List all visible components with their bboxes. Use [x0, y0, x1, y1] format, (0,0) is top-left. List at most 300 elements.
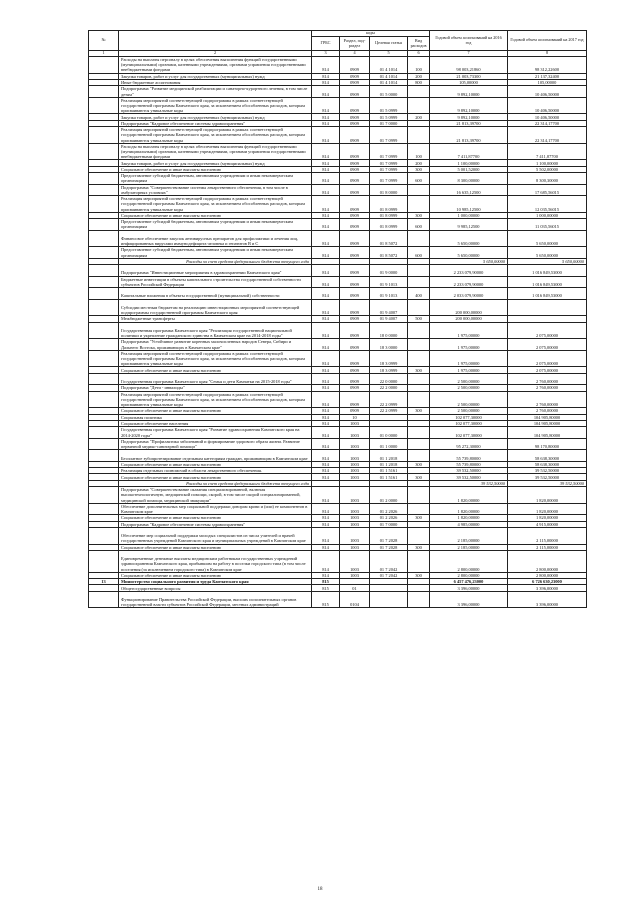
expense-type-cell: 500 — [408, 316, 430, 322]
amount-2016-cell: 102 077,30000 — [430, 427, 508, 439]
grbs-cell: 814 — [312, 339, 340, 351]
target-article-cell: 22 2 0999 — [370, 408, 408, 414]
amount-2017-cell: 11 035,56015 — [508, 219, 587, 231]
razdel-cell: 0909 — [340, 391, 370, 408]
grbs-cell: 814 — [312, 73, 340, 79]
grbs-cell: 814 — [312, 391, 340, 408]
amount-2016-cell: 16 635,12500 — [430, 184, 508, 196]
amount-2017-cell: 104 905,80000 — [508, 414, 587, 420]
target-article-cell: 01 1 2018 — [370, 461, 408, 467]
amount-2016-cell: 55 739,80000 — [430, 461, 508, 467]
grbs-cell: 814 — [312, 120, 340, 126]
expense-type-cell: 300 — [408, 544, 430, 550]
table-row — [89, 322, 587, 339]
grbs-cell: 814 — [312, 438, 340, 450]
row-number-cell — [89, 487, 119, 504]
razdel-cell: 1003 — [340, 438, 370, 450]
target-article-cell: 01 7 0999 — [370, 143, 408, 160]
target-article-cell: 01 0 0000 — [370, 427, 408, 439]
table-row — [89, 350, 587, 367]
target-article-cell: 01 7 0000 — [370, 120, 408, 126]
target-article-cell: 01 9 0000 — [370, 265, 408, 277]
budget-table — [88, 30, 587, 608]
razdel-cell: 01 — [340, 585, 370, 591]
razdel-cell: 0909 — [340, 173, 370, 185]
amount-2017-cell: 2 760,00000 — [508, 385, 587, 391]
razdel-cell: 0909 — [340, 230, 370, 247]
row-name-cell: Обеспечение дополнительных мер социальной поддержки донорам крови и (или) ее компонентов в Камчатском крае — [119, 503, 312, 515]
row-name-cell: Подпрограмма "Совершенствование оказания специализированной, включая высокотехнологичную, медицинской помощи, скорой, в том числе скорой специализированной, медицинской помощи, медицинской эвакуации" — [119, 487, 312, 504]
row-number-cell — [89, 299, 119, 316]
amount-2017-cell: 1 820,00000 — [508, 487, 587, 504]
target-article-cell: 01 5 0000 — [370, 86, 408, 98]
expense-type-cell: 200 — [408, 73, 430, 79]
expense-type-cell — [408, 438, 430, 450]
razdel-cell: 10 — [340, 414, 370, 420]
target-article-cell: 01 4 1014 — [370, 57, 408, 74]
expense-type-cell — [408, 487, 430, 504]
row-name-cell: Министерство социального развития и труда Камчатского края — [119, 579, 312, 585]
razdel-cell: 1003 — [340, 461, 370, 467]
razdel-cell: 0909 — [340, 276, 370, 288]
amount-2016-cell: 9 892,10000 — [430, 114, 508, 120]
amount-2016-cell: 2 500,00000 — [430, 408, 508, 414]
table-header — [89, 31, 587, 57]
table-row — [89, 487, 587, 504]
target-article-cell: 18 3 0999 — [370, 367, 408, 373]
amount-2016-cell: 4 985,00000 — [430, 521, 508, 527]
amount-2016-cell: 3 396,00000 — [430, 591, 508, 608]
amount-2016-cell: 5 001,52000 — [430, 166, 508, 172]
amount-2017-cell: 2 760,00000 — [508, 408, 587, 414]
grbs-cell: 814 — [312, 515, 340, 521]
table-row — [89, 196, 587, 213]
index-cell: 3 — [312, 51, 340, 57]
amount-2016-cell: 1 975,00000 — [430, 350, 508, 367]
target-article-cell: 01 5 0999 — [370, 97, 408, 114]
target-article-cell: 01 7 2028 — [370, 544, 408, 550]
amount-2017-cell: 5 650,00000 — [508, 258, 587, 264]
target-article-cell: 01 1 0000 — [370, 438, 408, 450]
row-name-cell: Обеспечение мер социальной поддержки молодых специалистов из числа учителей и врачей государственных учреждений Камчатского края и муниципальных учреждений в Камчатском крае — [119, 527, 312, 544]
row-name-cell: Социальное обеспечение и иные выплаты населению — [119, 544, 312, 550]
amount-2016-cell: 102 077,30000 — [430, 420, 508, 426]
target-article-cell: 01 1 5161 — [370, 468, 408, 474]
row-number-cell — [89, 503, 119, 515]
razdel-cell: 1003 — [340, 487, 370, 504]
amount-2017-cell: 2 115,00000 — [508, 544, 587, 550]
row-name-cell: Реализация отдельных полномочий в области лекарственного обеспечения. — [119, 468, 312, 474]
amount-2016-cell: 2 233 079,90000 — [430, 265, 508, 277]
target-article-cell: 01 7 0999 — [370, 160, 408, 166]
grbs-cell: 814 — [312, 86, 340, 98]
amount-2016-cell: 1 975,00000 — [430, 339, 508, 351]
amount-2016-cell: 39 532,50000 — [430, 474, 508, 480]
razdel-cell: 1003 — [340, 527, 370, 544]
amount-2017-cell: 2 760,00000 — [508, 391, 587, 408]
grbs-cell: 814 — [312, 367, 340, 373]
expense-type-cell: 100 — [408, 143, 430, 160]
table-row — [89, 265, 587, 277]
grbs-cell: 815 — [312, 579, 340, 585]
row-number-cell — [89, 391, 119, 408]
row-number-cell — [89, 219, 119, 231]
grbs-cell: 814 — [312, 184, 340, 196]
grbs-cell: 814 — [312, 420, 340, 426]
amount-2016-cell: 2 500,00000 — [430, 373, 508, 385]
target-article-cell: 01 1 5161 — [370, 474, 408, 480]
grbs-cell: 814 — [312, 160, 340, 166]
amount-2016-cell: 1 820,00000 — [430, 515, 508, 521]
expense-type-cell: 600 — [408, 247, 430, 259]
razdel-cell: 0909 — [340, 247, 370, 259]
table-row — [89, 184, 587, 196]
table-row — [89, 450, 587, 462]
grbs-cell: 814 — [312, 57, 340, 74]
row-name-cell: Социальная политика — [119, 414, 312, 420]
grbs-cell: 814 — [312, 114, 340, 120]
razdel-cell: 0909 — [340, 322, 370, 339]
grbs-cell: 814 — [312, 212, 340, 218]
amount-2017-cell: 58 638,30000 — [508, 450, 587, 462]
amount-2017-cell: 5 502,00000 — [508, 166, 587, 172]
amount-2017-cell: 8 300,30000 — [508, 173, 587, 185]
amount-2017-cell: 1 016 849,53000 — [508, 265, 587, 277]
expense-type-cell — [408, 184, 430, 196]
row-number-cell — [89, 550, 119, 572]
grbs-cell: 814 — [312, 299, 340, 316]
amount-2017-cell: 1 820,00000 — [508, 515, 587, 521]
row-name-cell: Социальное обеспечение и иные выплаты населению — [119, 515, 312, 521]
amount-2016-cell: 1 975,00000 — [430, 367, 508, 373]
grbs-cell: 814 — [312, 550, 340, 572]
razdel-cell: 1003 — [340, 503, 370, 515]
row-name-cell: Расходы на выплаты персоналу в целях обеспечения выполнения функций государственными (муниципальными) органами, казенными учреждениями, органами управления государственными внебюджетными фондами — [119, 57, 312, 74]
amount-2016-cell: 2 233 079,90000 — [430, 276, 508, 288]
row-name-cell: Государственная программа Камчатского края "Семья и дети Камчатки на 2015-2018 годы" — [119, 373, 312, 385]
row-number-cell — [89, 591, 119, 608]
amount-2016-cell: 105,00000 — [430, 79, 508, 85]
amount-2017-cell: 2 800,00000 — [508, 550, 587, 572]
table-row — [89, 230, 587, 247]
col-name-header — [119, 31, 312, 51]
target-article-cell — [370, 591, 408, 608]
row-number-cell — [89, 173, 119, 185]
amount-2017-cell: 10 406,50000 — [508, 86, 587, 98]
table-row — [89, 438, 587, 450]
row-name-cell: Социальное обеспечение населения — [119, 420, 312, 426]
amount-2016-cell: 39 532,50000 — [430, 480, 508, 486]
grbs-cell: 814 — [312, 521, 340, 527]
amount-2017-cell: 1 000,00000 — [508, 212, 587, 218]
row-name-cell: Расходы за счет средств федерального бюджета текущего года — [119, 258, 312, 264]
index-cell: 8 — [508, 51, 587, 57]
grbs-cell: 814 — [312, 503, 340, 515]
expense-type-cell: 300 — [408, 515, 430, 521]
razdel-cell: 0909 — [340, 350, 370, 367]
amount-2017-cell: 2 075,00000 — [508, 367, 587, 373]
razdel-cell: 1003 — [340, 521, 370, 527]
table-row — [89, 591, 587, 608]
grbs-cell: 814 — [312, 143, 340, 160]
target-article-cell: 01 2 2026 — [370, 515, 408, 521]
amount-2016-cell: 3 396,00000 — [430, 585, 508, 591]
expense-type-cell: 100 — [408, 57, 430, 74]
expense-type-cell — [408, 550, 430, 572]
index-cell: 2 — [119, 51, 312, 57]
razdel-cell: 0909 — [340, 57, 370, 74]
table-row — [89, 427, 587, 439]
table-row — [89, 391, 587, 408]
row-name-cell: Капитальные вложения в объекты государственной (муниципальной) собственности — [119, 288, 312, 300]
expense-type-cell — [408, 350, 430, 367]
razdel-cell: 0909 — [340, 316, 370, 322]
expense-type-cell — [408, 230, 430, 247]
expense-type-cell — [408, 299, 430, 316]
amount-2017-cell: 12 035,56015 — [508, 196, 587, 213]
expense-type-cell: 200 — [408, 114, 430, 120]
grbs-cell: 814 — [312, 196, 340, 213]
amount-2017-cell: 22 314,17700 — [508, 127, 587, 144]
page-number: 18 — [317, 887, 323, 892]
amount-2016-cell: 98 003,21860 — [430, 57, 508, 74]
row-number-cell — [89, 527, 119, 544]
table-row — [89, 550, 587, 572]
amount-2017-cell: 1 100,00000 — [508, 160, 587, 166]
razdel-cell: 0909 — [340, 97, 370, 114]
expense-type-cell: 600 — [408, 173, 430, 185]
row-number-cell — [89, 350, 119, 367]
table-row — [89, 299, 587, 316]
amount-2017-cell: 10 406,50000 — [508, 97, 587, 114]
table-row — [89, 127, 587, 144]
target-article-cell: 01 7 2028 — [370, 527, 408, 544]
row-number-cell — [89, 97, 119, 114]
amount-2016-cell: 1 820,00000 — [430, 487, 508, 504]
grbs-cell: 814 — [312, 544, 340, 550]
row-number-cell: 13 — [89, 579, 119, 585]
grbs-cell: 814 — [312, 166, 340, 172]
index-cell: 7 — [430, 51, 508, 57]
budget-table-sheet — [88, 30, 586, 608]
amount-2016-cell: 2 185,00000 — [430, 544, 508, 550]
target-article-cell: 22 2 0999 — [370, 391, 408, 408]
grbs-cell: 814 — [312, 276, 340, 288]
expense-type-cell: 400 — [408, 288, 430, 300]
amount-2017-cell: 104 905,80000 — [508, 427, 587, 439]
grbs-cell: 814 — [312, 219, 340, 231]
row-name-cell: Закупка товаров, работ и услуг для государственных (муниципальных) нужд — [119, 114, 312, 120]
row-name-cell: Единовременные денежные выплаты медицинским работникам государственных учреждений здравоохранения Камчатского края, прибывшим на работу в поселки городского типа (в том числе поселения (за исключением городского типа) в Камчатском крае — [119, 550, 312, 572]
amount-2017-cell: 2 760,00000 — [508, 373, 587, 385]
razdel-cell: 1003 — [340, 550, 370, 572]
expense-type-cell — [408, 339, 430, 351]
target-article-cell: 01 8 0999 — [370, 196, 408, 213]
grbs-cell: 814 — [312, 316, 340, 322]
table-row — [89, 57, 587, 74]
row-name-cell: Социальное обеспечение и иные выплаты населению — [119, 572, 312, 578]
row-number-cell — [89, 86, 119, 98]
target-article-cell: 01 1 2018 — [370, 450, 408, 462]
amount-2017-cell: 2 075,00000 — [508, 350, 587, 367]
amount-2016-cell: 7 411,87700 — [430, 143, 508, 160]
table-row — [89, 86, 587, 98]
razdel-cell: 0909 — [340, 120, 370, 126]
expense-type-cell — [408, 503, 430, 515]
row-name-cell: Реализация мероприятий соответствующей подпрограммы в рамках соответствующей государственной программы Камчатского края, за исключением обособленных расходов, которым присваиваются уникальные коды — [119, 127, 312, 144]
target-article-cell: 01 5 0999 — [370, 114, 408, 120]
expense-type-cell: 300 — [408, 572, 430, 578]
target-article-cell: 01 8 0000 — [370, 184, 408, 196]
amount-2016-cell: 39 532,50000 — [430, 468, 508, 474]
row-number-cell — [89, 196, 119, 213]
amount-2016-cell: 5 650,00000 — [430, 258, 508, 264]
expense-type-cell: 600 — [408, 219, 430, 231]
amount-2017-cell: 2 075,00000 — [508, 339, 587, 351]
grbs-cell: 814 — [312, 414, 340, 420]
codes-group-header: коды — [312, 31, 430, 37]
amount-2016-cell: 2 500,00000 — [430, 385, 508, 391]
row-number-cell — [89, 427, 119, 439]
grbs-cell: 814 — [312, 461, 340, 467]
row-name-cell: Расходы на выплаты персоналу в целях обеспечения выполнения функций государственными (муниципальными) органами, казенными учреждениями, органами управления государственными внебюджетными фондами — [119, 143, 312, 160]
index-cell: 1 — [89, 51, 119, 57]
amount-2017-cell: 1 820,00000 — [508, 503, 587, 515]
razdel-cell: 0909 — [340, 385, 370, 391]
razdel-cell: 0909 — [340, 79, 370, 85]
table-row — [89, 143, 587, 160]
amount-2017-cell: 21 137,32400 — [508, 73, 587, 79]
row-name-cell: Подпрограмма "Кадровое обеспечение системы здравоохранения" — [119, 521, 312, 527]
razdel-cell: 0909 — [340, 265, 370, 277]
table-row — [89, 97, 587, 114]
target-article-cell: 22 2 0000 — [370, 385, 408, 391]
expense-type-cell — [408, 97, 430, 114]
amount-2016-cell: 200 000,00000 — [430, 316, 508, 322]
expense-type-cell: 800 — [408, 79, 430, 85]
razdel-cell: 0909 — [340, 219, 370, 231]
amount-2017-cell: 39 532,50000 — [508, 468, 587, 474]
row-name-cell: Предоставление субсидий бюджетным, автономным учреждениям и иным некоммерческим организациям — [119, 219, 312, 231]
target-article-cell: 18 3 0999 — [370, 350, 408, 367]
amount-2017-cell — [508, 299, 587, 316]
row-name-cell: Общегосударственные вопросы — [119, 585, 312, 591]
table-row — [89, 247, 587, 259]
razdel-cell: 1003 — [340, 544, 370, 550]
row-name-cell: Подпрограмма "Развитие медицинской реабилитации и санаторно-курортного лечения, в том числе детям" — [119, 86, 312, 98]
razdel-cell: 1003 — [340, 427, 370, 439]
target-article-cell: 01 7 0000 — [370, 521, 408, 527]
amount-2017-cell: 10 406,50000 — [508, 114, 587, 120]
table-body — [89, 57, 587, 608]
row-name-cell: Подпрограмма "Профилактика заболеваний и формирование здорового образа жизни. Развитие первичной медико-санитарной помощи" — [119, 438, 312, 450]
row-number-cell — [89, 265, 119, 277]
grbs-cell: 815 — [312, 591, 340, 608]
expense-type-cell — [408, 86, 430, 98]
amount-2016-cell: 21 003,73300 — [430, 73, 508, 79]
row-name-cell: Социальное обеспечение и иные выплаты населению — [119, 367, 312, 373]
row-name-cell: Социальное обеспечение и иные выплаты населению — [119, 212, 312, 218]
row-name-cell: Межбюджетные трансферты — [119, 316, 312, 322]
row-name-cell: Функционирование Правительства Российской Федерации, высших исполнительных органов государственной власти субъектов Российской Федерации, местных администраций — [119, 591, 312, 608]
expense-type-cell: 300 — [408, 367, 430, 373]
amount-2016-cell: 102 077,30000 — [430, 414, 508, 420]
amount-2017-cell: 98 312,22600 — [508, 57, 587, 74]
row-number-cell — [89, 247, 119, 259]
amount-2016-cell: 10 985,12500 — [430, 196, 508, 213]
expense-type-cell — [408, 427, 430, 439]
razdel-cell: 0909 — [340, 196, 370, 213]
grbs-cell: 814 — [312, 350, 340, 367]
razdel-cell: 0909 — [340, 127, 370, 144]
expense-type-cell — [408, 127, 430, 144]
amount-2016-cell: 9 892,10000 — [430, 97, 508, 114]
grbs-cell: 814 — [312, 230, 340, 247]
table-row — [89, 373, 587, 385]
amount-2017-cell: 6 726 630,23000 — [508, 579, 587, 585]
table-row — [89, 339, 587, 351]
amount-2017-cell: 3 396,00000 — [508, 585, 587, 591]
row-name-cell: Подпрограмма "Устойчивое развитие коренных малочисленных народов Севера, Сибири и Дальнего Востока, проживающих в Камчатском крае" — [119, 339, 312, 351]
razdel-cell: 0909 — [340, 143, 370, 160]
amount-2016-cell: 9 985,12500 — [430, 219, 508, 231]
index-cell: 6 — [408, 51, 430, 57]
amount-2017-cell: 2 115,00000 — [508, 527, 587, 544]
col-num-header: № — [89, 31, 119, 51]
table-row — [89, 288, 587, 300]
razdel-cell: 0909 — [340, 73, 370, 79]
expense-type-cell: 300 — [408, 474, 430, 480]
razdel-cell: 1003 — [340, 572, 370, 578]
grbs-cell: 814 — [312, 373, 340, 385]
razdel-cell: 0909 — [340, 288, 370, 300]
row-name-cell: Иные бюджетные ассигнования — [119, 79, 312, 85]
row-number-cell — [89, 322, 119, 339]
table-row — [89, 219, 587, 231]
row-name-cell: Субсидии местным бюджетам на реализацию инвестиционных мероприятий соответствующей подпрограммы государственной программы Камчатского края — [119, 299, 312, 316]
row-name-cell: Предоставление субсидий бюджетным, автономным учреждениям и иным некоммерческим организациям — [119, 247, 312, 259]
target-article-cell: 01 8 5072 — [370, 230, 408, 247]
target-article-cell: 01 7 0999 — [370, 166, 408, 172]
razdel-cell: 0909 — [340, 339, 370, 351]
amount-2016-cell: 55 739,80000 — [430, 450, 508, 462]
amount-2017-cell: 2 800,00000 — [508, 572, 587, 578]
amount-2017-cell: 17 685,56015 — [508, 184, 587, 196]
amount-2017-cell: 5 650,00000 — [508, 230, 587, 247]
table-row — [89, 276, 587, 288]
row-number-cell — [89, 57, 119, 74]
amount-2016-cell: 2 500,00000 — [430, 391, 508, 408]
row-name-cell: Реализация мероприятий соответствующей подпрограммы в рамках соответствующей государственной программы Камчатского края, за исключением обособленных расходов, которым присваиваются уникальные коды — [119, 196, 312, 213]
amount-2016-cell: 1 975,00000 — [430, 322, 508, 339]
expense-type-cell — [408, 373, 430, 385]
razdel-cell: 0909 — [340, 367, 370, 373]
grbs-cell: 814 — [312, 427, 340, 439]
amount-2017-cell: 39 532,50000 — [508, 480, 587, 486]
target-article-cell: 01 2 2026 — [370, 503, 408, 515]
grbs-cell: 814 — [312, 385, 340, 391]
row-name-cell: Расходы за счет средств федерального бюджета текущего года — [119, 480, 312, 486]
amount-2016-cell: 1 820,00000 — [430, 503, 508, 515]
row-name-cell: Закупка товаров, работ и услуг для государственных (муниципальных) нужд — [119, 160, 312, 166]
amount-2016-cell: 2 033 079,90000 — [430, 288, 508, 300]
row-name-cell: Подпрограмма "Кадровое обеспечение системы здравоохранения" — [119, 120, 312, 126]
target-article-cell: 01 9 4007 — [370, 316, 408, 322]
amount-2017-cell: 4 915,00000 — [508, 521, 587, 527]
target-article-cell: 22 0 0000 — [370, 373, 408, 385]
row-number-cell — [89, 339, 119, 351]
expense-type-cell — [408, 391, 430, 408]
